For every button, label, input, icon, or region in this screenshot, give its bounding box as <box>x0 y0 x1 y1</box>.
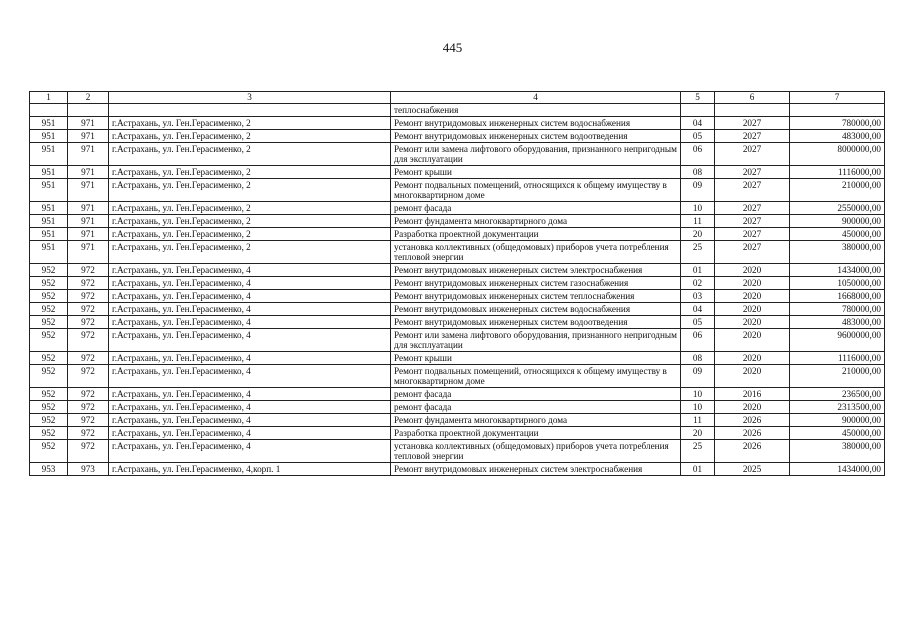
object-number-cell: 971 <box>68 143 109 166</box>
work-type-cell: Ремонт внутридомовых инженерных систем водоотведения <box>391 316 681 329</box>
row-number-cell: 952 <box>30 365 68 388</box>
row-number-cell: 952 <box>30 414 68 427</box>
object-number-cell: 971 <box>68 228 109 241</box>
object-number-cell: 972 <box>68 352 109 365</box>
year-cell: 2026 <box>715 414 790 427</box>
work-code-cell: 08 <box>681 166 715 179</box>
address-cell: г.Астрахань, ул. Ген.Герасименко, 2 <box>109 228 391 241</box>
table-row <box>30 166 885 179</box>
cost-cell: 9600000,00 <box>790 329 885 352</box>
address-cell: г.Астрахань, ул. Ген.Герасименко, 4 <box>109 440 391 463</box>
address-cell: г.Астрахань, ул. Ген.Герасименко, 4 <box>109 264 391 277</box>
table-row <box>30 277 885 290</box>
address-cell: г.Астрахань, ул. Ген.Герасименко, 2 <box>109 143 391 166</box>
empty-cell <box>109 104 391 117</box>
header-cell: 3 <box>109 92 391 104</box>
row-number-cell: 952 <box>30 427 68 440</box>
address-cell: г.Астрахань, ул. Ген.Герасименко, 4 <box>109 290 391 303</box>
row-number-cell: 952 <box>30 388 68 401</box>
row-number-cell: 951 <box>30 143 68 166</box>
work-code-cell: 02 <box>681 277 715 290</box>
row-number-cell: 952 <box>30 329 68 352</box>
object-number-cell: 972 <box>68 388 109 401</box>
table-row <box>30 215 885 228</box>
work-code-cell: 08 <box>681 352 715 365</box>
cost-cell: 450000,00 <box>790 427 885 440</box>
table-row <box>30 202 885 215</box>
work-code-cell: 25 <box>681 440 715 463</box>
address-cell: г.Астрахань, ул. Ген.Герасименко, 2 <box>109 179 391 202</box>
work-type-cell: Ремонт или замена лифтового оборудования, признанного непригодным для эксплуатации <box>391 143 681 166</box>
capital-repair-table <box>29 91 885 476</box>
address-cell: г.Астрахань, ул. Ген.Герасименко, 4 <box>109 329 391 352</box>
work-code-cell: 01 <box>681 264 715 277</box>
object-number-cell: 972 <box>68 414 109 427</box>
table-row <box>30 179 885 202</box>
year-cell: 2016 <box>715 388 790 401</box>
table-row <box>30 352 885 365</box>
work-type-cell: Ремонт внутридомовых инженерных систем электроснабжения <box>391 463 681 476</box>
table-row <box>30 463 885 476</box>
year-cell: 2020 <box>715 290 790 303</box>
work-type-cell: Ремонт внутридомовых инженерных систем водоснабжения <box>391 117 681 130</box>
year-cell: 2020 <box>715 401 790 414</box>
table-row <box>30 130 885 143</box>
object-number-cell: 972 <box>68 427 109 440</box>
address-cell: г.Астрахань, ул. Ген.Герасименко, 4 <box>109 414 391 427</box>
address-cell: г.Астрахань, ул. Ген.Герасименко, 4 <box>109 427 391 440</box>
row-number-cell: 951 <box>30 215 68 228</box>
year-cell: 2020 <box>715 329 790 352</box>
row-number-cell: 953 <box>30 463 68 476</box>
work-type-cell: Ремонт внутридомовых инженерных систем водоотведения <box>391 130 681 143</box>
object-number-cell: 972 <box>68 264 109 277</box>
continuation-row <box>30 104 885 117</box>
object-number-cell: 971 <box>68 241 109 264</box>
work-type-cell: Ремонт внутридомовых инженерных систем электроснабжения <box>391 264 681 277</box>
row-number-cell: 951 <box>30 228 68 241</box>
cost-cell: 8000000,00 <box>790 143 885 166</box>
cost-cell: 483000,00 <box>790 130 885 143</box>
address-cell: г.Астрахань, ул. Ген.Герасименко, 4 <box>109 277 391 290</box>
table-row <box>30 316 885 329</box>
cost-cell: 900000,00 <box>790 215 885 228</box>
cost-cell: 1116000,00 <box>790 352 885 365</box>
work-type-cell: Ремонт подвальных помещений, относящихся к общему имуществу в многоквартирном доме <box>391 179 681 202</box>
header-cell: 7 <box>790 92 885 104</box>
work-code-cell: 01 <box>681 463 715 476</box>
work-code-cell: 10 <box>681 401 715 414</box>
cost-cell: 1434000,00 <box>790 463 885 476</box>
object-number-cell: 972 <box>68 316 109 329</box>
year-cell: 2027 <box>715 215 790 228</box>
work-type-cell: Ремонт или замена лифтового оборудования, признанного непригодным для эксплуатации <box>391 329 681 352</box>
continuation-cell: теплоснабжения <box>391 104 681 117</box>
work-type-cell: установка коллективных (общедомовых) приборов учета потребления тепловой энергии <box>391 440 681 463</box>
object-number-cell: 971 <box>68 215 109 228</box>
row-number-cell: 951 <box>30 241 68 264</box>
work-type-cell: Ремонт крыши <box>391 166 681 179</box>
cost-cell: 780000,00 <box>790 117 885 130</box>
year-cell: 2020 <box>715 316 790 329</box>
cost-cell: 210000,00 <box>790 179 885 202</box>
work-code-cell: 20 <box>681 427 715 440</box>
year-cell: 2027 <box>715 179 790 202</box>
work-code-cell: 05 <box>681 130 715 143</box>
header-row <box>30 92 885 104</box>
table-row <box>30 401 885 414</box>
cost-cell: 210000,00 <box>790 365 885 388</box>
object-number-cell: 972 <box>68 440 109 463</box>
work-type-cell: Ремонт фундамента многоквартирного дома <box>391 414 681 427</box>
table-row <box>30 329 885 352</box>
work-type-cell: установка коллективных (общедомовых) приборов учета потребления тепловой энергии <box>391 241 681 264</box>
address-cell: г.Астрахань, ул. Ген.Герасименко, 2 <box>109 215 391 228</box>
table-row <box>30 303 885 316</box>
row-number-cell: 952 <box>30 264 68 277</box>
header-cell: 5 <box>681 92 715 104</box>
year-cell: 2020 <box>715 264 790 277</box>
row-number-cell: 952 <box>30 401 68 414</box>
year-cell: 2027 <box>715 117 790 130</box>
empty-cell <box>30 104 68 117</box>
address-cell: г.Астрахань, ул. Ген.Герасименко, 4 <box>109 352 391 365</box>
cost-cell: 380000,00 <box>790 440 885 463</box>
object-number-cell: 971 <box>68 117 109 130</box>
address-cell: г.Астрахань, ул. Ген.Герасименко, 2 <box>109 166 391 179</box>
row-number-cell: 951 <box>30 179 68 202</box>
row-number-cell: 951 <box>30 166 68 179</box>
address-cell: г.Астрахань, ул. Ген.Герасименко, 2 <box>109 130 391 143</box>
year-cell: 2025 <box>715 463 790 476</box>
work-type-cell: Ремонт подвальных помещений, относящихся к общему имуществу в многоквартирном доме <box>391 365 681 388</box>
header-cell: 1 <box>30 92 68 104</box>
address-cell: г.Астрахань, ул. Ген.Герасименко, 4 <box>109 316 391 329</box>
row-number-cell: 952 <box>30 316 68 329</box>
empty-cell <box>715 104 790 117</box>
work-type-cell: ремонт фасада <box>391 202 681 215</box>
year-cell: 2020 <box>715 303 790 316</box>
year-cell: 2027 <box>715 130 790 143</box>
table-row <box>30 365 885 388</box>
work-type-cell: ремонт фасада <box>391 388 681 401</box>
year-cell: 2027 <box>715 228 790 241</box>
row-number-cell: 951 <box>30 202 68 215</box>
year-cell: 2027 <box>715 143 790 166</box>
work-type-cell: Ремонт внутридомовых инженерных систем теплоснабжения <box>391 290 681 303</box>
table-row <box>30 241 885 264</box>
work-code-cell: 06 <box>681 143 715 166</box>
table-row <box>30 427 885 440</box>
object-number-cell: 973 <box>68 463 109 476</box>
row-number-cell: 952 <box>30 290 68 303</box>
year-cell: 2020 <box>715 352 790 365</box>
address-cell: г.Астрахань, ул. Ген.Герасименко, 2 <box>109 241 391 264</box>
object-number-cell: 972 <box>68 277 109 290</box>
year-cell: 2020 <box>715 277 790 290</box>
work-type-cell: Ремонт фундамента многоквартирного дома <box>391 215 681 228</box>
cost-cell: 1050000,00 <box>790 277 885 290</box>
row-number-cell: 952 <box>30 277 68 290</box>
work-type-cell: Разработка проектной документации <box>391 228 681 241</box>
work-type-cell: Разработка проектной документации <box>391 427 681 440</box>
cost-cell: 1434000,00 <box>790 264 885 277</box>
work-code-cell: 03 <box>681 290 715 303</box>
object-number-cell: 971 <box>68 166 109 179</box>
empty-cell <box>790 104 885 117</box>
year-cell: 2027 <box>715 202 790 215</box>
cost-cell: 236500,00 <box>790 388 885 401</box>
work-type-cell: Ремонт внутридомовых инженерных систем водоснабжения <box>391 303 681 316</box>
address-cell: г.Астрахань, ул. Ген.Герасименко, 2 <box>109 202 391 215</box>
work-code-cell: 05 <box>681 316 715 329</box>
address-cell: г.Астрахань, ул. Ген.Герасименко, 4 <box>109 303 391 316</box>
address-cell: г.Астрахань, ул. Ген.Герасименко, 2 <box>109 117 391 130</box>
table-row <box>30 290 885 303</box>
work-type-cell: Ремонт крыши <box>391 352 681 365</box>
page-number: 445 <box>442 40 463 55</box>
row-number-cell: 951 <box>30 130 68 143</box>
object-number-cell: 972 <box>68 329 109 352</box>
address-cell: г.Астрахань, ул. Ген.Герасименко, 4 <box>109 388 391 401</box>
cost-cell: 450000,00 <box>790 228 885 241</box>
cost-cell: 380000,00 <box>790 241 885 264</box>
table-row <box>30 117 885 130</box>
object-number-cell: 972 <box>68 401 109 414</box>
year-cell: 2027 <box>715 166 790 179</box>
header-cell: 6 <box>715 92 790 104</box>
object-number-cell: 971 <box>68 179 109 202</box>
work-code-cell: 06 <box>681 329 715 352</box>
object-number-cell: 971 <box>68 130 109 143</box>
cost-cell: 2313500,00 <box>790 401 885 414</box>
work-code-cell: 11 <box>681 414 715 427</box>
object-number-cell: 972 <box>68 365 109 388</box>
work-code-cell: 11 <box>681 215 715 228</box>
row-number-cell: 952 <box>30 440 68 463</box>
cost-cell: 780000,00 <box>790 303 885 316</box>
year-cell: 2026 <box>715 427 790 440</box>
table-row <box>30 228 885 241</box>
work-code-cell: 04 <box>681 117 715 130</box>
table-row <box>30 388 885 401</box>
work-code-cell: 25 <box>681 241 715 264</box>
object-number-cell: 971 <box>68 202 109 215</box>
row-number-cell: 952 <box>30 352 68 365</box>
table-row <box>30 440 885 463</box>
cost-cell: 2550000,00 <box>790 202 885 215</box>
cost-cell: 900000,00 <box>790 414 885 427</box>
year-cell: 2027 <box>715 241 790 264</box>
year-cell: 2026 <box>715 440 790 463</box>
year-cell: 2020 <box>715 365 790 388</box>
work-code-cell: 04 <box>681 303 715 316</box>
cost-cell: 483000,00 <box>790 316 885 329</box>
work-code-cell: 09 <box>681 365 715 388</box>
work-code-cell: 10 <box>681 202 715 215</box>
address-cell: г.Астрахань, ул. Ген.Герасименко, 4 <box>109 401 391 414</box>
header-cell: 2 <box>68 92 109 104</box>
table-row <box>30 264 885 277</box>
object-number-cell: 972 <box>68 290 109 303</box>
empty-cell <box>681 104 715 117</box>
work-code-cell: 09 <box>681 179 715 202</box>
address-cell: г.Астрахань, ул. Ген.Герасименко, 4 <box>109 365 391 388</box>
table-row <box>30 414 885 427</box>
work-type-cell: ремонт фасада <box>391 401 681 414</box>
header-cell: 4 <box>391 92 681 104</box>
object-number-cell: 972 <box>68 303 109 316</box>
table-row <box>30 143 885 166</box>
empty-cell <box>68 104 109 117</box>
row-number-cell: 952 <box>30 303 68 316</box>
work-type-cell: Ремонт внутридомовых инженерных систем газоснабжения <box>391 277 681 290</box>
work-code-cell: 10 <box>681 388 715 401</box>
work-code-cell: 20 <box>681 228 715 241</box>
cost-cell: 1668000,00 <box>790 290 885 303</box>
row-number-cell: 951 <box>30 117 68 130</box>
address-cell: г.Астрахань, ул. Ген.Герасименко, 4,корп. 1 <box>109 463 391 476</box>
cost-cell: 1116000,00 <box>790 166 885 179</box>
